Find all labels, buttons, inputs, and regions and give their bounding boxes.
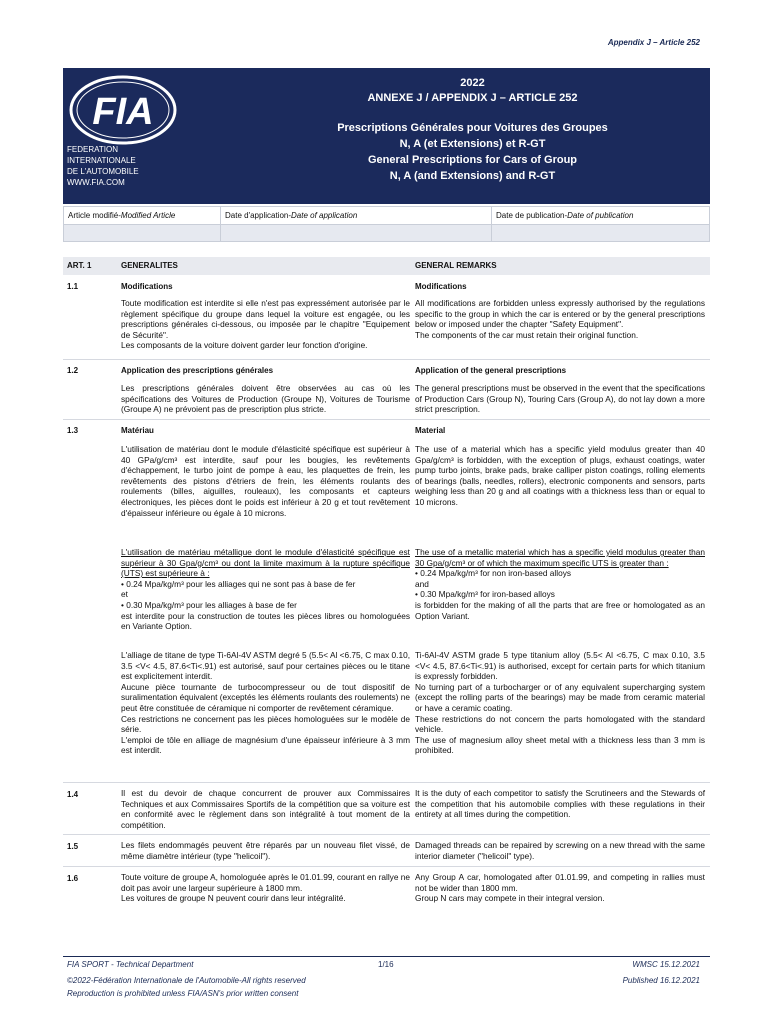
footer-published: Published 16.12.2021	[622, 976, 700, 985]
logo-wordmark: FIA	[92, 91, 154, 133]
text-en: The general prescriptions must be observed in the event that the specifications of Production Cars (Group N), Touring Cars (Group A), do not lay down a more strict prescription.	[415, 383, 705, 415]
footer-reproduction: Reproduction is prohibited unless FIA/ASN's prior written consent	[67, 989, 299, 998]
article-title-fr: GENERALITES	[121, 261, 178, 270]
text-en: It is the duty of each competitor to satisfy the Scrutineers and the Stewards of the competition that his automobile complies with these regulations in their entirety at all times during the competition.	[415, 788, 705, 820]
text-en: All modifications are forbidden unless expressly authorised by the regulations specific to the group in which the car is entered or by the general prescriptions below or imposed under the chapter "Safety Equipment". The components of the car must retain their original function.	[415, 298, 705, 340]
document-title: 2022 ANNEXE J / APPENDIX J – ARTICLE 252 Prescriptions Générales pour Voitures des Groupes N, A (et Extensions) et R-GT General Prescriptions for Cars of Group N, A (and Extensions) and R-GT	[243, 76, 702, 184]
footer-wmsc: WMSC 15.12.2021	[632, 960, 700, 969]
section-number: 1.3	[67, 426, 79, 435]
section-heading-en: Material	[415, 426, 446, 435]
section-heading-en: Modifications	[415, 282, 467, 291]
col-modified-article: Article modifié-Modified Article	[64, 207, 221, 225]
fia-logo	[69, 74, 181, 148]
section-heading-fr: Matériau	[121, 426, 154, 435]
section-number: 1.4	[67, 790, 79, 799]
org-name: FEDERATION INTERNATIONALE DE L'AUTOMOBILE WWW.FIA.COM	[67, 145, 139, 187]
text-en-titanium: Ti-6Al-4V ASTM grade 5 type titanium alloy (5.5< Al <6.75, C max 0.10, 3.5 <V< 4.5, 87.6<Ti<.91) is authorised, except for certain parts for which titanium is expressly forbidden. No turning part of a turbocharger or of any equivalent supercharging system (except the rolling parts of the bearings) may be made from ceramic material or have a ceramic coating. These restrictions do not concern the parts homologated with the standard vehicle. The use of magnesium alloy sheet metal with a thickness less than 3 mm is prohibited.	[415, 650, 705, 756]
section-number: 1.5	[67, 842, 79, 851]
text-fr-metallic: L'utilisation de matériau métallique dont le module d'élasticité spécifique est supérieur à 30 Gpa/g/cm³ ou dont la limite maximum à la rupture spécifique (UTS) est supérieure à : • 0.24 Mpa/kg/m³ pour les alliages qui ne sont pas à base de fer et • 0.30 Mpa/kg/m³ pour les alliages à base de fer est interdite pour la construction de toutes les pièces libres ou homologuées en Variante Option.	[121, 547, 410, 632]
text-en: Any Group A car, homologated after 01.01.99, and competing in rallies must not be wider than 1800 mm. Group N cars may compete in their integral version.	[415, 872, 705, 904]
text-en: The use of a material which has a specific yield modulus greater than 40 Gpa/g/cm³ is forbidden, with the exception of plugs, exhaust coatings, water pump turbo joints, brake pads, brake calliper piston coatings, rolling elements of bearings (balls, needles, rollers), electronic components and sensors, parts weighing less than 20 g and all coatings with a thickness less than or equal to 10 microns.	[415, 444, 705, 507]
footer-copyright: ©2022-Fédération Internationale de l'Automobile-All rights reserved	[67, 976, 306, 985]
section-number: 1.6	[67, 874, 79, 883]
section-heading-fr: Application des prescriptions générales	[121, 366, 274, 375]
running-header: Appendix J – Article 252	[607, 38, 700, 47]
article-header	[63, 257, 710, 275]
year: 2022	[460, 77, 485, 89]
section-number: 1.2	[67, 366, 79, 375]
title-banner	[63, 68, 710, 204]
text-fr: L'utilisation de matériau dont le module d'élasticité spécifique est supérieur à 40 GPa/g/cm³ est interdite, sauf pour les bougies, les revêtements d'échappement, le turbo joint de pompe à eau, les plaquettes de frein, les revêtements des pistons d'étriers de frein, les éléments roulants des roulements (billes, aiguilles, rouleaux), les composants et capteurs électroniques, les pièces dont le poids est inférieur à 20 g et tout revêtement d'épaisseur inférieure ou égale à 10 microns.	[121, 444, 410, 518]
text-fr: Les prescriptions générales doivent être observées au cas où les spécifications des Voitures de Production (Groupe N), Voitures de Tourisme (Groupe A) ne prévoient pas de prescription plus stricte.	[121, 383, 410, 415]
text-en: Damaged threads can be repaired by screwing on a new thread with the same interior diameter ("helicoil" type).	[415, 840, 705, 861]
text-fr-titanium: L'alliage de titane de type Ti-6Al-4V ASTM degré 5 (5.5< Al <6.75, C max 0.10, 3.5 <V< 4.5, 87.6<Ti<.91) est autorisé, sauf pour certaines pièces ou le titane est explicitement interdit. Aucune pièce tournante de turbocompresseur ou de tout dispositif de suralimentation équivalent (exceptés les éléments roulants des roulements) ne peut être constituée de céramique ni comporter de revêtement céramique. Ces restrictions ne concernent pas les pièces homologuées sur le modèle de série. L'emploi de tôle en alliage de magnésium d'une épaisseur inférieure à 3 mm est interdit.	[121, 650, 410, 756]
article-title-en: GENERAL REMARKS	[415, 261, 497, 270]
text-en-metallic: The use of a metallic material which has a specific yield modulus greater than 30 Gpa/g/cm³ or of which the maximum specific UTS is greater than : • 0.24 Mpa/kg/m³ for non iron-based alloys and • 0.30 Mpa/kg/m³ for iron-based alloys is forbidden for the making of all the parts that are free or homologated as an Option Variant.	[415, 547, 705, 621]
section-number: 1.1	[67, 282, 79, 291]
page-number: 1/16	[378, 960, 394, 969]
footer-department: FIA SPORT - Technical Department	[67, 960, 194, 969]
text-fr: Les filets endommagés peuvent être réparés par un nouveau filet vissé, de même diamètre intérieur (type "helicoil").	[121, 840, 410, 861]
col-date-application: Date d'application-Date of application	[221, 207, 492, 225]
article-number: ART. 1	[67, 261, 92, 270]
text-fr: Il est du devoir de chaque concurrent de prouver aux Commissaires Techniques et aux Commissaires Sportifs de la compétition que sa voiture est en conformité avec le règlement dans son intégralité à tout moment de la compétition.	[121, 788, 410, 830]
amendment-table	[63, 206, 710, 242]
section-heading-en: Application of the general prescriptions	[415, 366, 567, 375]
annex-title: ANNEXE J / APPENDIX J – ARTICLE 252	[367, 92, 578, 104]
col-date-publication: Date de publication-Date of publication	[492, 207, 710, 225]
text-fr: Toute voiture de groupe A, homologuée après le 01.01.99, courant en rallye ne doit pas avoir une largeur supérieure à 1800 mm. Les voitures de groupe N peuvent courir dans leur intégralité.	[121, 872, 410, 904]
text-fr: Toute modification est interdite si elle n'est pas expressément autorisée par le règlement spécifique du groupe dans lequel la voiture est engagée, ou les prescriptions générales ci-dessous, ou imposée par le chapitre "Equipement de Sécurité". Les composants de la voiture doivent garder leur fonction d'origine.	[121, 298, 410, 351]
section-heading-fr: Modifications	[121, 282, 173, 291]
